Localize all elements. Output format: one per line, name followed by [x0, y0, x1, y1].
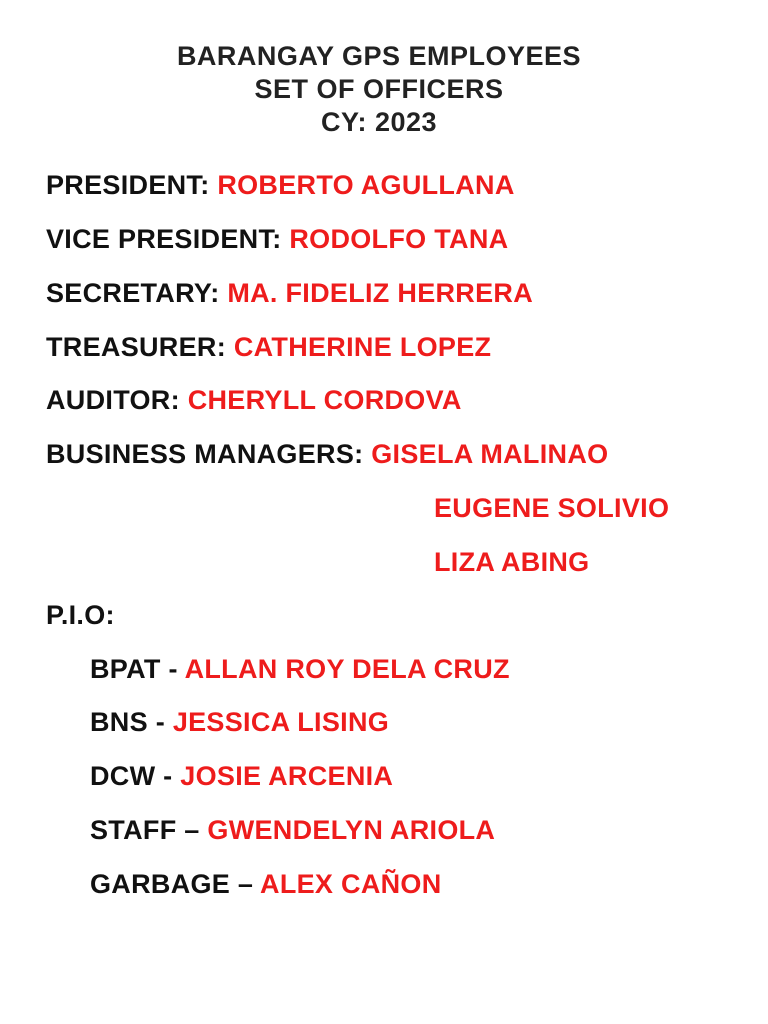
officer-label: BUSINESS MANAGERS: [46, 439, 372, 469]
pio-label: BPAT - [90, 654, 185, 684]
header-year-line: CY: 2023 [320, 107, 438, 137]
pio-row-garbage [90, 868, 442, 900]
document-header [0, 40, 758, 139]
business-manager-name: EUGENE SOLIVIO [434, 493, 670, 523]
pio-name: ALLAN ROY DELA CRUZ [184, 654, 510, 684]
officer-row-treasurer [46, 331, 491, 363]
officer-row-secretary [46, 277, 533, 309]
header-title-line: BARANGAY GPS EMPLOYEES [176, 41, 582, 71]
officer-name: CHERYLL CORDOVA [187, 385, 462, 415]
officer-name: RODOLFO TANA [289, 224, 509, 254]
officer-name: GISELA MALINAO [371, 439, 609, 469]
business-manager-name: LIZA ABING [434, 547, 590, 577]
officer-label: AUDITOR: [46, 385, 188, 415]
pio-label: BNS - [90, 707, 173, 737]
header-subtitle-line: SET OF OFFICERS [254, 74, 504, 104]
officer-label: SECRETARY: [46, 278, 228, 308]
pio-label: DCW - [90, 761, 181, 791]
officer-row-vice-president [46, 223, 508, 255]
pio-row-bpat [90, 653, 510, 685]
officer-name: CATHERINE LOPEZ [233, 332, 492, 362]
officer-label: TREASURER: [46, 332, 234, 362]
officer-label: PRESIDENT: [46, 170, 218, 200]
pio-name: JOSIE ARCENIA [180, 761, 394, 791]
pio-heading: P.I.O: [46, 600, 115, 630]
officer-name: ROBERTO AGULLANA [217, 170, 515, 200]
officer-row-business-managers [46, 438, 608, 470]
pio-name: ALEX CAÑON [260, 869, 442, 899]
officer-name: MA. FIDELIZ HERRERA [227, 278, 534, 308]
pio-row-staff [90, 814, 495, 846]
officer-label: VICE PRESIDENT: [46, 224, 290, 254]
pio-label: GARBAGE – [90, 869, 261, 899]
pio-name: JESSICA LISING [172, 707, 390, 737]
officer-row-president [46, 169, 515, 201]
pio-label: STAFF – [90, 815, 208, 845]
pio-name: GWENDELYN ARIOLA [207, 815, 496, 845]
pio-row-dcw [90, 760, 393, 792]
officer-row-auditor [46, 384, 462, 416]
pio-row-bns [90, 706, 389, 738]
